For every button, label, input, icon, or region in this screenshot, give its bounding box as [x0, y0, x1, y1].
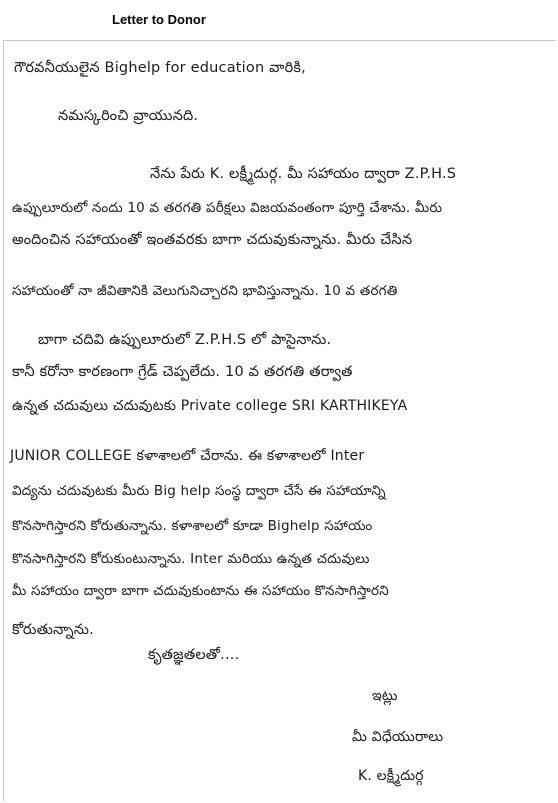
- letter-line-11: కొనసాగిస్తారని కోరుకుంటున్నాను. Inter మరియు ఉన్నత చదువులు: [12, 551, 370, 567]
- salutation-line-2: నమస్కరించి వ్రాయునది.: [58, 108, 199, 124]
- page-title: Letter to Donor: [112, 12, 206, 27]
- letter-line-7: ఉన్నత చదువులు చదువుటకు Private college SRI KARTHIKEYA: [12, 398, 408, 414]
- letter-line-6: కానీ కరోనా కారణంగా గ్రేడ్ చెప్పలేదు. 10 వ తరగతి తర్వాత: [12, 364, 353, 380]
- letter-line-5: బాగా చదివి ఉప్పులూరులో Z.P.H.S లో పాసైనాను.: [38, 332, 332, 348]
- letter-line-13: కోరుతున్నాను.: [12, 622, 94, 638]
- signoff-role: మీ విధేయురాలు: [352, 729, 444, 745]
- handwritten-letter: [3, 40, 556, 801]
- letter-line-9: విద్యను చదువుటకు మీరు Big help సంస్థ ద్వారా చేసే ఈ సహాయాన్ని: [12, 483, 386, 499]
- letter-line-12: మీ సహాయం ద్వారా బాగా చదువుకుంటాను ఈ సహాయం కొనసాగిస్తారని: [12, 583, 389, 599]
- signoff-label: ఇట్లు: [372, 688, 398, 704]
- letter-line-8: JUNIOR COLLEGE కళాశాలలో చేరాను. ఈ కళాశాలలో Inter: [10, 448, 365, 464]
- letter-line-3: అందించిన సహాయంతో ఇంతవరకు బాగా చదువుకున్నాను. మీరు చేసిన: [12, 232, 413, 248]
- salutation-line-1: గౌరవనీయులైన Bighelp for education వారికి,: [14, 60, 306, 76]
- closing-line: కృతజ్ఞతలతో....: [148, 647, 240, 663]
- signoff-name: K. లక్ష్మీదుర్గ: [358, 768, 424, 784]
- letter-line-10: కొనసాగిస్తారని కోరుతున్నాను. కళాశాలలో కూడా Bighelp సహాయం: [12, 518, 373, 534]
- letter-line-2: ఉప్పులూరులో నందు 10 వ తరగతి పరీక్షలు విజయవంతంగా పూర్తి చేశాను. మీరు: [12, 200, 443, 216]
- letter-line-1: నేను పేరు K. లక్ష్మీదుర్గ. మీ సహాయం ద్వారా Z.P.H.S: [150, 166, 457, 182]
- letter-line-4: సహాయంతో నా జీవితానికి వెలుగునిచ్చారని భావిస్తున్నాను. 10 వ తరగతి: [12, 283, 398, 299]
